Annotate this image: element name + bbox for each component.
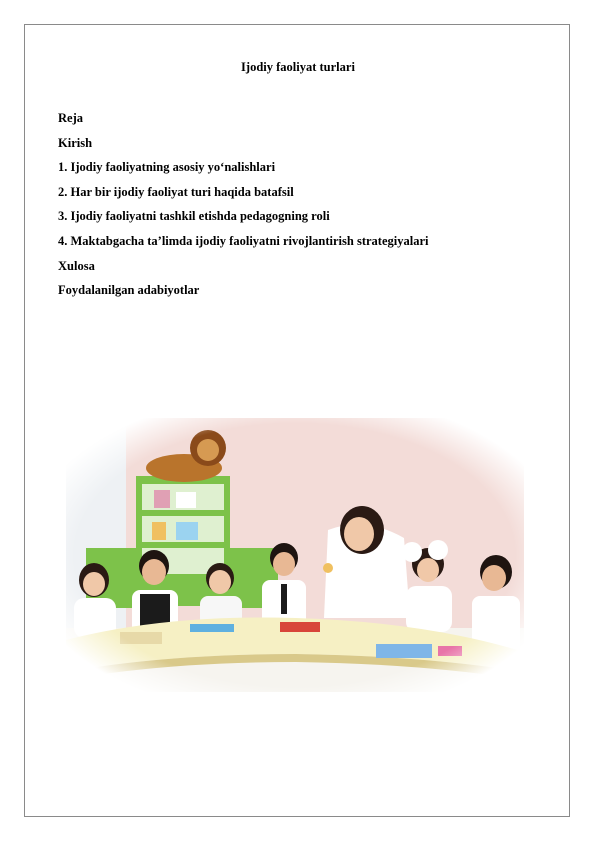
toc-item-references: Foydalanilgan adabiyotlar (58, 283, 200, 298)
document-title: Ijodiy faoliyat turlari (241, 60, 355, 74)
table-of-contents (58, 106, 558, 303)
toc-item-4: 4. Maktabgacha ta’limda ijodiy faoliyatni rivojlantirish strategiyalari (58, 233, 429, 248)
toc-item-1: 1. Ijodiy faoliyatning asosiy yo‘nalishlari (58, 160, 276, 175)
toc-item-introduction: Kirish (58, 135, 93, 150)
toc-item-2: 2. Har bir ijodiy faoliyat turi haqida batafsil (58, 184, 294, 199)
toc-item-3: 3. Ijodiy faoliyatni tashkil etishda pedagogning roli (58, 209, 330, 224)
toc-item-conclusion: Xulosa (58, 258, 95, 273)
classroom-photo (66, 418, 524, 692)
toc-heading: Reja (58, 111, 83, 125)
